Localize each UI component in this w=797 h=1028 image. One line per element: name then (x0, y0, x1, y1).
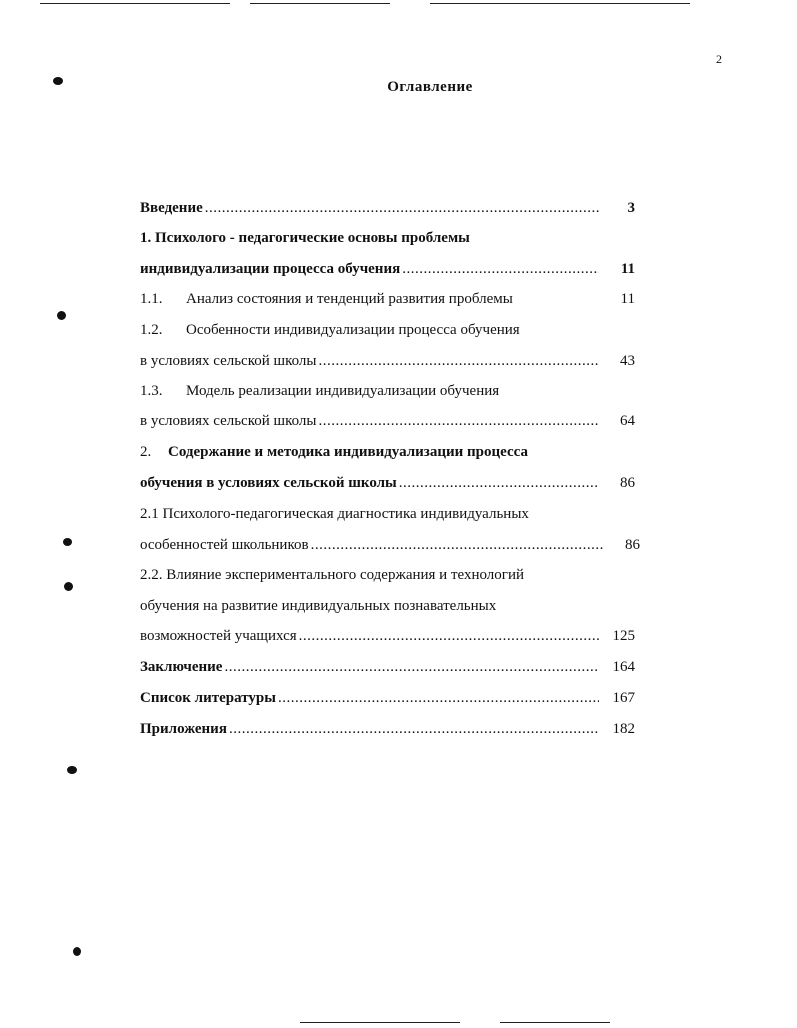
toc-entry-title: возможностей учащихся (140, 628, 297, 644)
scan-speck (63, 538, 72, 546)
toc-entry-1-2[interactable] (140, 319, 635, 341)
toc-entry-title: Заключение (140, 659, 223, 675)
toc-entry-appendices[interactable] (140, 718, 635, 740)
toc-entry-1-2-cont[interactable] (140, 350, 635, 372)
scan-edge-bottom (500, 1022, 610, 1023)
toc-entry-page: 11 (620, 291, 635, 307)
toc-entry-title: в условиях сельской школы (140, 413, 317, 429)
scan-speck (73, 947, 81, 956)
scan-edge-top (40, 3, 230, 4)
toc-entry-chapter-2-cont[interactable] (140, 472, 635, 494)
toc-entry-2-1-cont[interactable] (140, 534, 640, 556)
toc-entry-2-2-cont[interactable] (140, 595, 635, 617)
toc-entry-number: 1.3. (140, 383, 163, 399)
toc-entry-page: 3 (627, 200, 635, 216)
scan-speck (57, 311, 66, 320)
toc-entry-conclusion[interactable] (140, 656, 635, 678)
toc-entry-1-1[interactable] (140, 288, 635, 310)
toc-entry-title: Список литературы (140, 690, 276, 706)
toc-entry-page: 125 (612, 628, 635, 644)
toc-entry-title: Введение (140, 200, 203, 216)
toc-entry-title: 1. Психолого - педагогические основы проблемы (140, 230, 470, 246)
scan-speck (64, 582, 73, 591)
toc-entry-title: Содержание и методика индивидуализации процесса (168, 444, 528, 460)
toc-entry-title: 2.2. Влияние экспериментального содержания и технологий (140, 567, 524, 583)
toc-entry-chapter-1-cont[interactable] (140, 258, 635, 280)
toc-entry-2-2[interactable] (140, 564, 635, 586)
toc-entry-title: индивидуализации процесса обучения (140, 261, 401, 277)
toc-entry-title: обучения в условиях сельской школы (140, 475, 397, 491)
scan-edge-top (430, 3, 690, 4)
toc-entry-page: 86 (620, 475, 635, 491)
toc-entry-title: в условиях сельской школы (140, 353, 317, 369)
toc-entry-1-3[interactable] (140, 380, 635, 402)
toc-entry-page: 182 (612, 721, 635, 737)
toc-entry-page: 164 (612, 659, 635, 675)
toc-entry-number: 2. (140, 444, 152, 460)
toc-entry-title: особенностей школьников (140, 537, 309, 553)
toc-entry-title: обучения на развитие индивидуальных познавательных (140, 598, 497, 614)
toc-entry-page: 86 (625, 537, 640, 553)
toc-entry-bibliography[interactable] (140, 687, 635, 709)
toc-entry-number: 1.1. (140, 291, 163, 307)
toc-entry-1-3-cont[interactable] (140, 410, 635, 432)
scan-speck (67, 766, 77, 774)
toc-entry-page: 167 (612, 690, 635, 706)
toc-entry-page: 64 (620, 413, 635, 429)
toc-entry-2-2-cont2[interactable] (140, 625, 635, 647)
toc-entry-chapter-1[interactable] (140, 227, 635, 249)
toc-entry-page: 11 (620, 261, 635, 277)
page-number: 2 (716, 52, 722, 66)
toc-entry-title: 2.1 Психолого-педагогическая диагностика индивидуальных (140, 506, 529, 522)
toc-entry-introduction[interactable] (140, 197, 635, 219)
scan-edge-bottom (300, 1022, 460, 1023)
page-title: Оглавление (387, 79, 473, 95)
toc-entry-2-1[interactable] (140, 503, 635, 525)
scan-edge-top (250, 3, 390, 4)
toc-entry-number: 1.2. (140, 322, 163, 338)
toc-entry-title: Особенности индивидуализации процесса обучения (186, 322, 520, 338)
toc-entry-title: Модель реализации индивидуализации обучения (186, 383, 500, 399)
toc-entry-chapter-2[interactable] (140, 441, 635, 463)
toc-entry-title: Приложения (140, 721, 227, 737)
toc-entry-page: 43 (620, 353, 635, 369)
toc-entry-title: Анализ состояния и тенденций развития проблемы (186, 291, 513, 307)
